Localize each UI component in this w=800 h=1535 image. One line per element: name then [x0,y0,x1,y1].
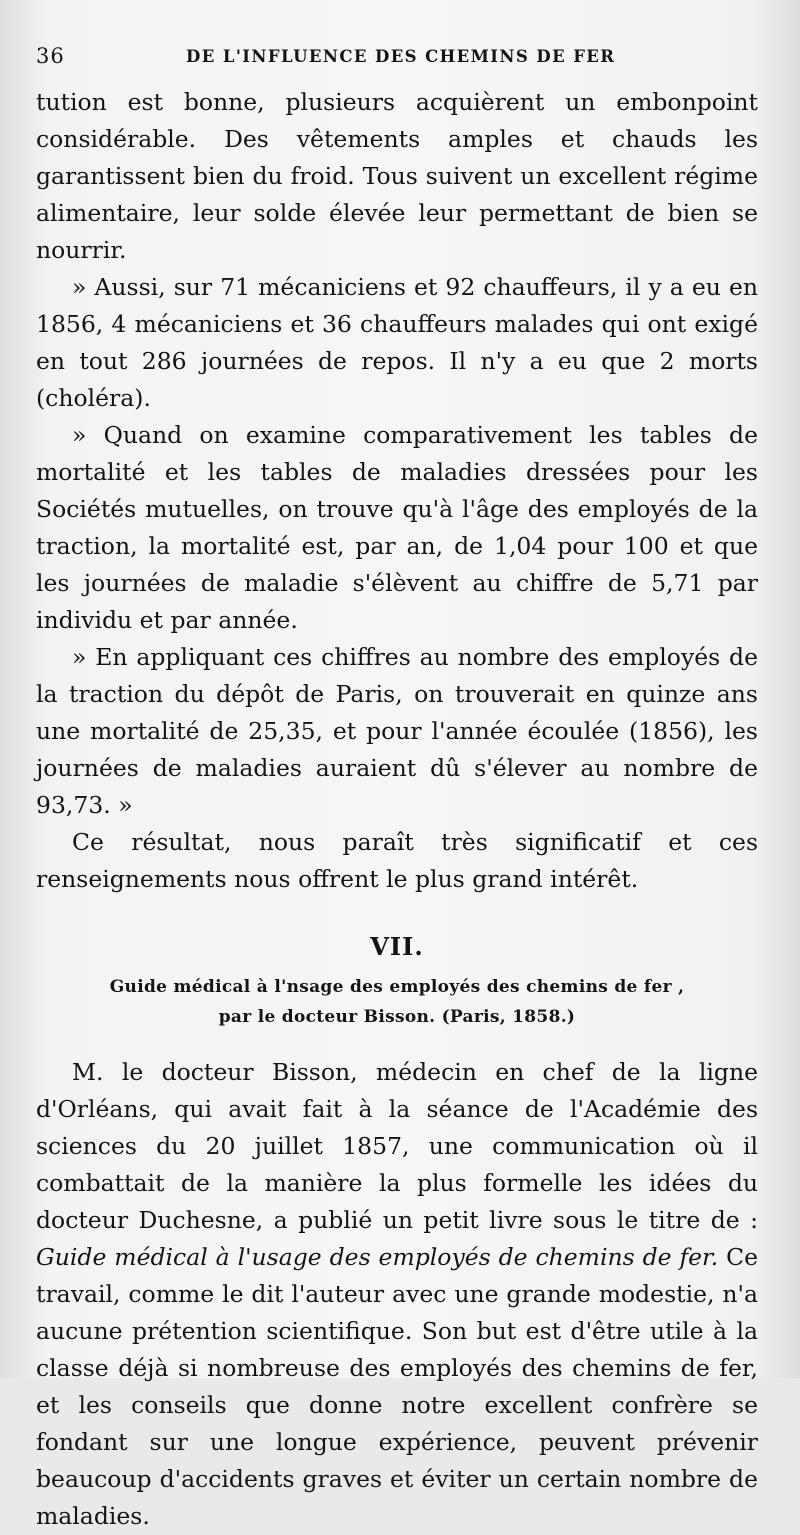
paragraph-mortality-tables: » Quand on examine comparativement les tables de mortalité et les tables de maladies dressées pour les Sociétés mutuelles, on trouve qu'à l'âge des employés de la traction, la mortalité est, par an, de 1,04 pour 100 et que les journées de maladie s'élèvent au chiffre de 5,71 par individu et par année. [36,421,758,634]
running-header [36,44,776,74]
paragraph-bisson-text-2: Ce travail, comme le dit l'auteur avec une grande modestie, n'a aucune prétention scientifique. Son but est d'être utile à la classe déjà si nombreuse des employés des chemins de fer, et les conseils que donne notre excellent confrère se fondant sur une longue expérience, peuvent prévenir beaucoup d'accidents graves et éviter un certain nombre de maladies. [36,1243,758,1530]
paragraph-paris-depot: » En appliquant ces chiffres au nombre des employés de la traction du dépôt de Paris, on trouverait en quinze ans une mortalité de 25,35, et pour l'année écoulée (1856), les journées de maladies auraient dû s'élever au nombre de 93,73. » [36,643,758,819]
paragraph-bisson-text-1: M. le docteur Bisson, médecin en chef de la ligne d'Orléans, qui avait fait à la séance de l'Académie des sciences du 20 juillet 1857, une communication où il combattait de la manière la plus formelle les idées du docteur Duchesne, a publié un petit livre sous le titre de : [36,1058,758,1234]
page-number: 36 [36,44,65,68]
paragraph-bisson [36,1054,758,1535]
paragraph-continuation: tution est bonne, plusieurs acquièrent un embonpoint considérable. Des vêtements amples et chauds les garantissent bien du froid. Tous suivent un excellent régime alimentaire, leur solde élevée leur permettant de bien se nourrir. [36,88,758,264]
paragraph-statistics: » Aussi, sur 71 mécaniciens et 92 chauffeurs, il y a eu en 1856, 4 mécaniciens et 36 chauffeurs malades qui ont exigé en tout 286 journées de repos. Il n'y a eu que 2 morts (choléra). [36,273,758,412]
running-title: DE L'INFLUENCE DES CHEMINS DE FER [186,47,616,66]
section-number: VII. [370,932,424,961]
section-title-line-1: Guide médical à l'nsage des employés des chemins de fer , [109,977,685,997]
page-body [36,84,758,1535]
book-title-italic: Guide médical à l'usage des employés de chemins de fer. [36,1243,719,1271]
section-title-line-2: par le docteur Bisson. (Paris, 1858.) [218,1007,576,1027]
paragraph-result: Ce résultat, nous paraît très significatif et ces renseignements nous offrent le plus grand intérêt. [36,828,758,893]
